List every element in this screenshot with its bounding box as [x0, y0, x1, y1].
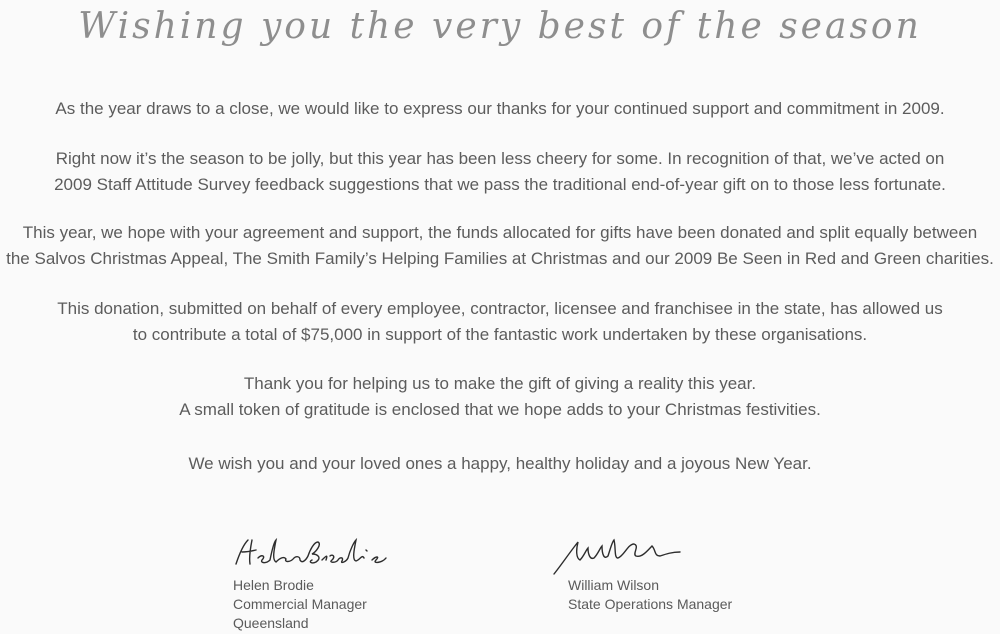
- signatory-title: Commercial Manager: [233, 596, 367, 612]
- paragraph-line: Thank you for helping us to make the gift of giving a reality this year.: [243, 374, 757, 393]
- paragraph-line: A small token of gratitude is enclosed that we hope adds to your Christmas festivities.: [179, 400, 821, 419]
- paragraph-donation-total: [0, 296, 1000, 348]
- signatory-location: Queensland: [233, 615, 309, 631]
- william-wilson-signature: [548, 530, 708, 576]
- paragraph-line: This donation, submitted on behalf of every employee, contractor, licensee and franchisee in the state, has allowed us: [57, 299, 943, 318]
- paragraph-line: 2009 Staff Attitude Survey feedback suggestions that we pass the traditional end-of-year gift on to those less fortunate.: [54, 175, 946, 194]
- paragraph-thanks: [0, 96, 1000, 122]
- paragraph-line: Right now it’s the season to be jolly, but this year has been less cheery for some. In recognition of that, we’ve acted on: [55, 149, 945, 168]
- signatory-william-wilson: [548, 530, 732, 614]
- letter-headline: Wishing you the very best of the season: [78, 6, 922, 47]
- paragraph-season: [0, 146, 1000, 198]
- paragraph-gratitude: [0, 371, 1000, 423]
- paragraph-line: We wish you and your loved ones a happy, healthy holiday and a joyous New Year.: [188, 454, 812, 473]
- paragraph-line: As the year draws to a close, we would like to express our thanks for your continued support and commitment in 2009.: [55, 99, 945, 118]
- signatory-title: State Operations Manager: [568, 596, 733, 612]
- signatory-name: William Wilson: [568, 577, 659, 593]
- signatory-helen-brodie: [222, 530, 412, 633]
- paragraph-line: This year, we hope with your agreement and support, the funds allocated for gifts have been donated and split equally between: [22, 223, 978, 242]
- paragraph-new-year: [0, 451, 1000, 477]
- paragraph-donation-split: [0, 220, 1000, 272]
- paragraph-line: the Salvos Christmas Appeal, The Smith Family’s Helping Families at Christmas and our 2009 Be Seen in Red and Green charities.: [6, 249, 994, 268]
- helen-brodie-signature: [222, 530, 412, 576]
- paragraph-line: to contribute a total of $75,000 in support of the fantastic work undertaken by these organisations.: [132, 325, 868, 344]
- signatory-name: Helen Brodie: [233, 577, 314, 593]
